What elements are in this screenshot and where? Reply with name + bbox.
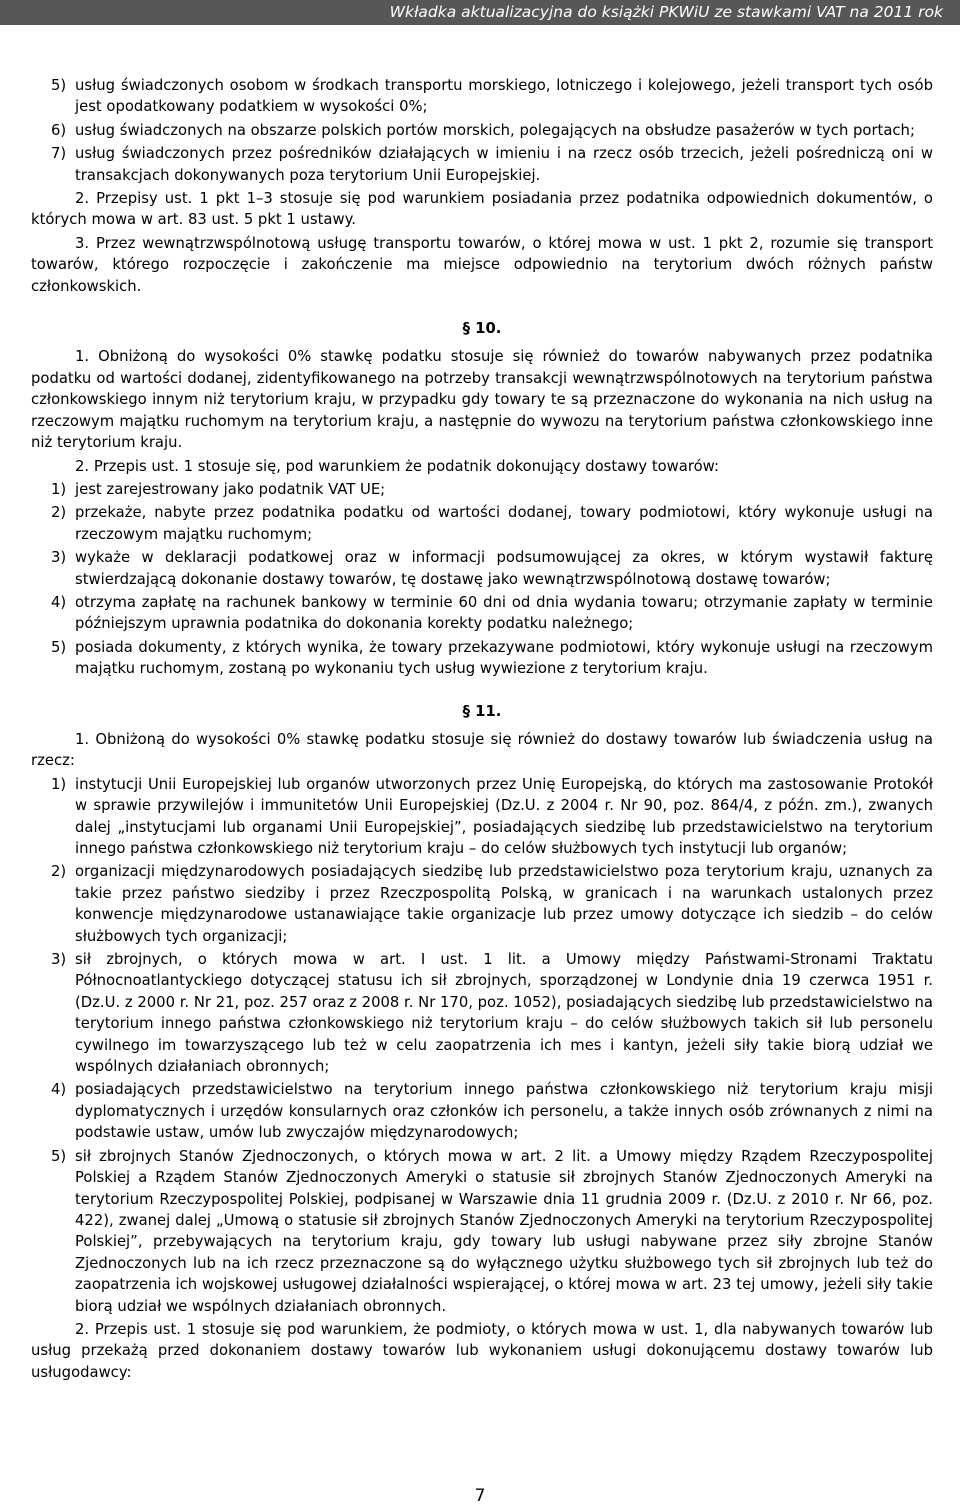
- list-item-number: 6): [51, 121, 67, 139]
- list-item: [31, 774, 933, 860]
- list-item-text: wykaże w deklaracji podatkowej oraz w informacji podsumowującej za okres, w którym wystawił fakturę stwierdzającą dokonanie dostawy towarów, tę dostawę jako wewnątrzwspólnotową dostawę towarów;: [75, 549, 933, 588]
- paragraph: 1. Obniżoną do wysokości 0% stawkę podatku stosuje się również do towarów nabywanych przez podatnika podatku od wartości dodanej, zidentyfikowanego na potrzeby transakcji wewnątrzwspólnotowych na terytorium państwa członkowskiego innym niż terytorium kraju, w przypadku gdy towary te są przeznaczone do wykonania na nich usług na rzeczowym majątku ruchomym na terytorium kraju, a następnie do wywozu na terytorium państwa członkowskiego inne niż terytorium kraju.: [31, 348, 933, 452]
- document-body: [31, 75, 933, 1385]
- list-item-text: instytucji Unii Europejskiej lub organów utworzonych przez Unię Europejską, do których ma zastosowanie Protokół w sprawie przywilejów i immunitetów Unii Europejskiej (Dz.U. z 2004 r. Nr 90, poz. 864/4, z późn. zm.), zwanych dalej „instytucjami lub organami Unii Europejskiej”, posiadających siedzibę lub przedstawicielstwo na terytorium innego państwa członkowskiego niż terytorium kraju – do celów służbowych tych instytucji lub organów;: [75, 775, 933, 857]
- list-item-text: posiadających przedstawicielstwo na terytorium innego państwa członkowskiego niż terytorium kraju misji dyplomatycznych i urzędów konsularnych oraz członków ich personelu, a także innych osób zrównanych z nimi na podstawie ustaw, umów lub zwyczajów międzynarodowych;: [75, 1081, 933, 1142]
- paragraph: 2. Przepisy ust. 1 pkt 1–3 stosuje się pod warunkiem posiadania przez podatnika odpowiednich dokumentów, o których mowa w art. 83 ust. 5 pkt 1 ustawy.: [31, 190, 933, 229]
- paragraph: 3. Przez wewnątrzwspólnotową usługę transportu towarów, o której mowa w ust. 1 pkt 2, rozumie się transport towarów, którego rozpoczęcie i zakończenie ma miejsce odpowiednio na terytorium dwóch różnych państw członkowskich.: [31, 234, 933, 295]
- list-item-text: organizacji międzynarodowych posiadających siedzibę lub przedstawicielstwo poza terytorium kraju, uznanych za takie przez państwo siedziby i przez Rzeczpospolitą Polską, w granicach i na warunkach ustalonych przez konwencje międzynarodowe ustanawiające takie organizacje lub przez umowy dotyczące ich siedzib – do celów służbowych tych organizacji;: [75, 863, 933, 945]
- list-item: [31, 949, 933, 1077]
- list-item-number: 2): [51, 863, 67, 881]
- section-heading: § 10.: [462, 320, 502, 338]
- list-item-text: otrzyma zapłatę na rachunek bankowy w terminie 60 dni od dnia wydania towaru; otrzymanie zapłaty w terminie późniejszym uprawnia podatnika do dokonania korekty podatku należnego;: [75, 593, 933, 633]
- list-item-text: usług świadczonych przez pośredników działających w imieniu i na rzecz osób trzecich, jeżeli pośredniczą oni w transakcjach dokonywanych poza terytorium Unii Europejskiej.: [75, 145, 933, 184]
- list-item: [31, 637, 933, 680]
- list-item: [31, 479, 933, 500]
- list-item-number: 7): [51, 145, 67, 163]
- list-item-number: 4): [51, 1081, 67, 1099]
- running-header-title: Wkładka aktualizacyjna do książki PKWiU ze stawkami VAT na 2011 rok: [389, 3, 943, 21]
- list-item: [31, 592, 933, 635]
- list-item-number: 1): [51, 480, 67, 498]
- list-item-text: posiada dokumenty, z których wynika, że towary przekazywane podmiotowi, który wykonuje usługi na rzeczowym majątku ruchomym, zostaną po wykonaniu tych usług wywiezione z terytorium kraju.: [75, 638, 933, 678]
- list-item: [31, 75, 933, 118]
- list-item-text: usług świadczonych na obszarze polskich portów morskich, polegających na obsłudze pasażerów w tych portach;: [75, 121, 915, 139]
- list-item-number: 3): [51, 549, 67, 567]
- list-item-text: sił zbrojnych, o których mowa w art. I ust. 1 lit. a Umowy między Państwami-Stronami Traktatu Północnoatlantyckiego dotyczącej statusu ich sił zbrojnych, sporządzonej w Londynie dnia 19 czerwca 1951 r. (Dz.U. z 2000 r. Nr 21, poz. 257 oraz z 2008 r. Nr 170, poz. 1052), posiadających siedzibę lub przedstawicielstwo na terytorium innego państwa członkowskiego niż terytorium kraju – do celów służbowych takich sił lub personelu cywilnego im towarzyszącego lub też w celu zaopatrzenia ich mes i kantyn, jeżeli siły takie biorą udział we wspólnych działaniach obronnych;: [75, 951, 933, 1076]
- list-item: [31, 120, 933, 141]
- list-item-text: przekaże, nabyte przez podatnika podatku od wartości dodanej, towary podmiotowi, który wykonuje usługi na rzeczowym majątku ruchomym;: [75, 504, 933, 543]
- list-item-text: jest zarejestrowany jako podatnik VAT UE;: [75, 480, 386, 498]
- list-item-number: 5): [51, 1147, 67, 1165]
- paragraph: 1. Obniżoną do wysokości 0% stawkę podatku stosuje się również do dostawy towarów lub świadczenia usług na rzecz:: [31, 730, 933, 770]
- list-item-number: 4): [51, 593, 67, 611]
- list-item: [31, 1146, 933, 1317]
- list-item: [31, 547, 933, 590]
- header-bar: [0, 0, 960, 25]
- section-heading: § 11.: [462, 702, 502, 720]
- paragraph: 2. Przepis ust. 1 stosuje się pod warunkiem, że podmioty, o których mowa w ust. 1, dla nabywanych towarów lub usług przekażą przed dokonaniem dostawy towarów lub wykonaniem usługi dokonującemu dostawy towarów lub usługodawcy:: [31, 1320, 933, 1381]
- page-number: 7: [474, 1486, 486, 1506]
- list-item-number: 1): [51, 775, 67, 793]
- list-item: [31, 1079, 933, 1143]
- list-item-text: usług świadczonych osobom w środkach transportu morskiego, lotniczego i kolejowego, jeżeli transport tych osób jest opodatkowany podatkiem w wysokości 0%;: [75, 77, 933, 116]
- list-item: [31, 143, 933, 186]
- list-item: [31, 502, 933, 545]
- paragraph: 2. Przepis ust. 1 stosuje się, pod warunkiem że podatnik dokonujący dostawy towarów:: [75, 457, 719, 475]
- list-item-number: 3): [51, 951, 67, 969]
- list-item-number: 2): [51, 504, 67, 522]
- list-item: [31, 861, 933, 947]
- list-item-text: sił zbrojnych Stanów Zjednoczonych, o których mowa w art. 2 lit. a Umowy między Rządem Rzeczypospolitej Polskiej a Rządem Stanów Zjednoczonych Ameryki o statusie sił zbrojnych Stanów Zjednoczonych Ameryki na terytorium Rzeczypospolitej Polskiej, podpisanej w Warszawie dnia 11 grudnia 2009 r. (Dz.U. z 2010 r. Nr 66, poz. 422), zwanej dalej „Umową o statusie sił zbrojnych Stanów Zjednoczonych Ameryki na terytorium Rzeczypospolitej Polskiej”, przebywających na terytorium kraju, gdy towary lub usługi nabywane przez siły zbrojne Stanów Zjednoczonych lub na ich rzecz przeznaczone są do wyłącznego użytku służbowego tych sił zbrojnych lub też do zaopatrzenia ich wojskowej usługowej działalności wspierającej, o której mowa w art. 23 tej umowy, jeżeli siły takie biorą udział we wspólnych działaniach obronnych.: [75, 1147, 933, 1315]
- list-item-number: 5): [51, 77, 67, 94]
- list-item-number: 5): [51, 638, 67, 656]
